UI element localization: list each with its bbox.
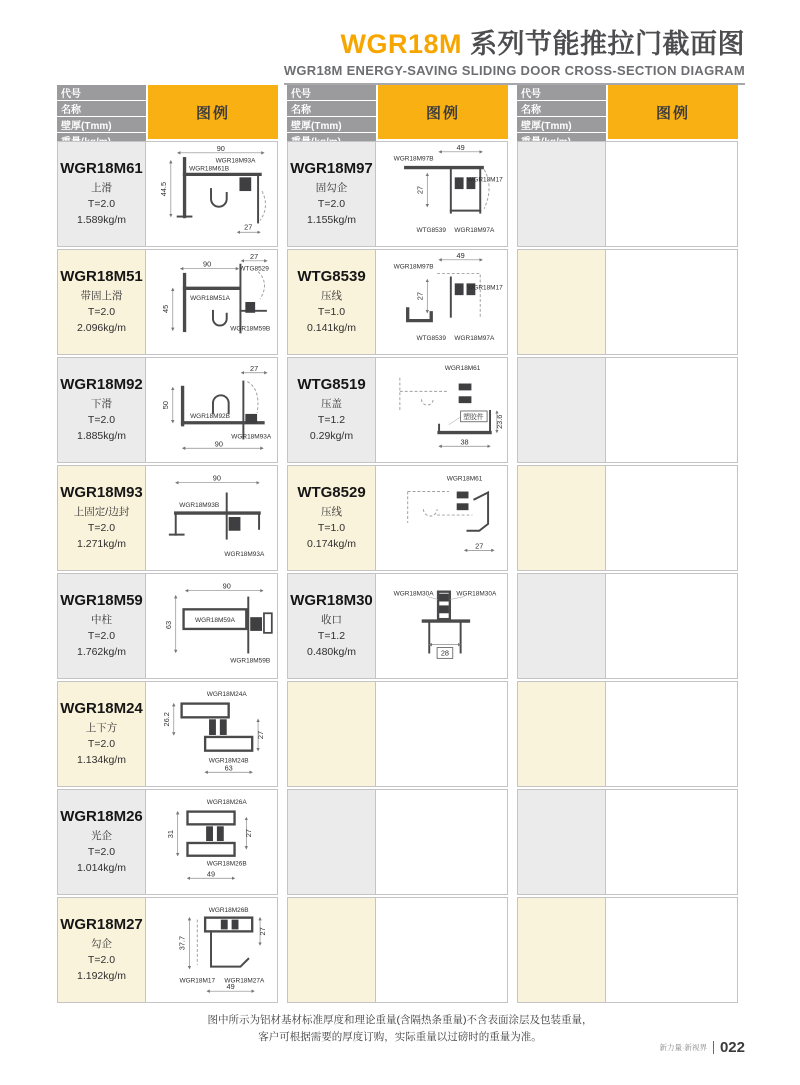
dim-label: 49	[456, 144, 465, 152]
part-label: WGR18M61B	[188, 165, 229, 173]
profile-diagram-cell	[376, 573, 508, 679]
dim-label: 37.7	[177, 935, 187, 951]
footer-note-line2: 客户可根据需要的厚度订购，实际重量以过磅时的重量为准。	[258, 1030, 542, 1043]
profile-weight: 0.480kg/m	[306, 646, 357, 659]
dim-label: 50	[160, 401, 170, 410]
profile-thickness: T=1.0	[317, 305, 346, 318]
part-label: WGR18M61	[446, 475, 482, 483]
dim-label: 49	[206, 869, 215, 879]
table-row	[517, 357, 738, 463]
dim-label: 27	[474, 541, 483, 551]
cross-section-diagram-wtg8519	[378, 360, 506, 460]
profile-thickness: T=2.0	[87, 953, 116, 966]
header-name: 名称	[287, 101, 376, 116]
dim-label: 38	[459, 437, 469, 447]
profile-weight: 0.29kg/m	[309, 430, 354, 443]
dim-label: 23.6	[494, 414, 504, 429]
profile-name: 光企	[91, 829, 112, 842]
profile-weight: 0.174kg/m	[306, 538, 357, 551]
dim-label: 27	[243, 829, 253, 838]
part-label: WGR18M59B	[229, 325, 270, 333]
empty-label-cell	[287, 681, 376, 787]
cross-section-diagram-wgr18m97	[378, 144, 506, 244]
header-label-stack	[517, 85, 606, 139]
profile-thickness: T=2.0	[87, 845, 116, 858]
footer-note-line1: 图中所示为铝材基材标准厚度和理论重量(含隔热条重量)不含表面涂层及包装重量，	[207, 1014, 593, 1026]
cross-section-diagram-wgr18m61	[148, 144, 276, 244]
dim-label: 27	[249, 252, 258, 261]
profile-weight: 2.096kg/m	[76, 322, 127, 335]
part-label: WGR18M17	[466, 176, 503, 184]
profile-weight: 0.141kg/m	[306, 322, 357, 335]
profile-name: 压线	[321, 289, 342, 302]
page-title-accent: WGR18M	[340, 29, 462, 59]
profile-diagram-cell	[146, 573, 278, 679]
header-thickness: 壁厚(Tmm)	[517, 117, 606, 132]
table-row	[287, 573, 508, 679]
profile-weight: 1.271kg/m	[76, 538, 127, 551]
profile-diagram-cell	[146, 249, 278, 355]
profile-label-cell	[287, 357, 376, 463]
table-row	[287, 357, 508, 463]
profile-thickness: T=2.0	[87, 413, 116, 426]
profile-diagram-cell	[146, 357, 278, 463]
profile-weight: 1.155kg/m	[306, 214, 357, 227]
profile-name: 固勾企	[315, 181, 348, 194]
profile-name: 带固上滑	[80, 289, 123, 302]
profile-label-cell	[57, 681, 146, 787]
dim-label: 49	[456, 252, 465, 260]
cross-section-diagram-wtg8529	[378, 468, 506, 568]
profile-label-cell	[287, 465, 376, 571]
part-label: WGR18M97B	[393, 263, 434, 271]
footer-divider	[713, 1041, 714, 1054]
table-row	[287, 681, 508, 787]
profile-code: WGR18M93	[60, 483, 143, 501]
profile-diagram-cell	[376, 249, 508, 355]
table-row	[287, 141, 508, 247]
table-row	[287, 897, 508, 1003]
profile-weight: 1.762kg/m	[76, 646, 127, 659]
column-group-3	[517, 85, 738, 1005]
profile-diagram-cell	[376, 357, 508, 463]
table-row	[57, 897, 278, 1003]
profile-label-cell	[57, 141, 146, 247]
profile-label-cell	[57, 573, 146, 679]
profile-code: WTG8529	[297, 483, 366, 501]
empty-label-cell	[517, 897, 606, 1003]
part-label: WGR18M97A	[453, 227, 494, 235]
part-label: WGR18M97A	[453, 335, 494, 343]
profile-thickness: T=2.0	[87, 629, 116, 642]
header-thickness: 壁厚(Tmm)	[287, 117, 376, 132]
profile-thickness: T=2.0	[87, 197, 116, 210]
part-label: WGR18M93B	[178, 502, 219, 510]
empty-diagram-cell	[606, 141, 738, 247]
empty-label-cell	[517, 249, 606, 355]
profile-diagram-cell	[146, 465, 278, 571]
table-row	[517, 141, 738, 247]
part-label: 塑胶件	[462, 413, 484, 421]
table-row	[57, 681, 278, 787]
table-header-group-3	[517, 85, 738, 139]
table-row	[517, 573, 738, 679]
dim-label: 27	[255, 730, 265, 740]
empty-diagram-cell	[606, 357, 738, 463]
table-header-group-1	[57, 85, 278, 139]
page-footer-brand	[659, 1039, 745, 1056]
header-code: 代号	[57, 85, 146, 100]
part-label: WGR18M24B	[208, 757, 249, 765]
profile-code: WGR18M26	[60, 807, 143, 825]
cross-section-diagram-wtg8539	[378, 252, 506, 352]
profile-code: WGR18M51	[60, 267, 143, 285]
column-group-2	[287, 85, 508, 1005]
profile-code: WTG8519	[297, 375, 366, 393]
part-label: WGR18M92B	[189, 412, 230, 420]
empty-diagram-cell	[606, 249, 738, 355]
header-code: 代号	[517, 85, 606, 100]
profile-label-cell	[287, 141, 376, 247]
part-label: WGR18M17	[178, 977, 215, 985]
cross-section-diagram-wgr18m24	[148, 684, 276, 784]
dim-label: 63	[224, 763, 233, 773]
part-label: WGR18M30A	[455, 590, 496, 598]
part-label: WTG8529	[238, 265, 269, 273]
profile-thickness: T=1.2	[317, 629, 346, 642]
profile-name: 压线	[321, 505, 342, 518]
profile-diagram-cell	[376, 141, 508, 247]
empty-diagram-cell	[376, 897, 508, 1003]
table-row	[517, 249, 738, 355]
profile-label-cell	[57, 897, 146, 1003]
profile-name: 收口	[321, 613, 342, 626]
table-row	[517, 465, 738, 571]
cross-section-diagram-wgr18m59	[148, 576, 276, 676]
part-label: WGR18M59A	[194, 617, 235, 625]
table-row	[57, 573, 278, 679]
dim-label: 27	[414, 292, 424, 301]
part-label: WGR18M61	[444, 364, 480, 372]
profile-label-cell	[287, 249, 376, 355]
profile-name: 勾企	[91, 937, 112, 950]
part-label: WGR18M51A	[189, 295, 230, 303]
dim-label: 27	[414, 185, 424, 195]
table-row	[57, 357, 278, 463]
profile-code: WGR18M24	[60, 699, 143, 717]
profile-thickness: T=1.2	[317, 413, 346, 426]
header-code: 代号	[287, 85, 376, 100]
dim-label: 27	[249, 363, 258, 373]
cross-section-diagram-wgr18m30	[378, 576, 506, 676]
cross-section-diagram-wgr18m27	[148, 900, 276, 1000]
dim-label: 90	[222, 581, 231, 591]
table-row	[517, 897, 738, 1003]
empty-diagram-cell	[606, 789, 738, 895]
cross-section-diagram-wgr18m26	[148, 792, 276, 892]
profile-thickness: T=2.0	[87, 521, 116, 534]
empty-label-cell	[517, 681, 606, 787]
profile-code: WGR18M97	[290, 159, 373, 177]
part-label: WGR18M93A	[223, 551, 264, 559]
empty-label-cell	[517, 789, 606, 895]
profile-diagram-cell	[146, 897, 278, 1003]
table-row	[57, 249, 278, 355]
dim-label: 63	[163, 620, 173, 630]
profile-weight: 1.134kg/m	[76, 754, 127, 767]
profile-label-cell	[57, 357, 146, 463]
profile-code: WGR18M59	[60, 591, 143, 609]
dim-label: 90	[202, 259, 211, 269]
table-row	[287, 789, 508, 895]
dim-label: 90	[216, 144, 225, 153]
profile-table	[57, 85, 738, 1005]
empty-label-cell	[517, 465, 606, 571]
empty-label-cell	[517, 573, 606, 679]
empty-diagram-cell	[606, 573, 738, 679]
part-label: WGR18M24A	[206, 690, 247, 698]
profile-code: WGR18M27	[60, 915, 143, 933]
profile-thickness: T=2.0	[317, 197, 346, 210]
header-name: 名称	[517, 101, 606, 116]
part-label: WGR18M97B	[393, 155, 434, 163]
table-row	[57, 141, 278, 247]
header-legend: 图例	[378, 85, 508, 139]
table-header-group-2	[287, 85, 508, 139]
table-row	[517, 681, 738, 787]
page-number: 022	[719, 1039, 745, 1056]
profile-code: WTG8539	[297, 267, 366, 285]
header-name: 名称	[57, 101, 146, 116]
page-title	[284, 22, 745, 61]
profile-name: 压盖	[321, 397, 342, 410]
dim-label: 31	[165, 830, 175, 839]
profile-label-cell	[57, 789, 146, 895]
profile-code: WGR18M61	[60, 159, 143, 177]
part-label: WGR18M59B	[229, 657, 270, 665]
profile-weight: 1.885kg/m	[76, 430, 127, 443]
brand-slogan: 新力量·新视界	[659, 1043, 707, 1052]
profile-diagram-cell	[146, 141, 278, 247]
profile-label-cell	[57, 249, 146, 355]
empty-label-cell	[287, 789, 376, 895]
table-row	[517, 789, 738, 895]
profile-diagram-cell	[376, 465, 508, 571]
column-group-1	[57, 85, 278, 1005]
profile-code: WGR18M30	[290, 591, 373, 609]
part-label: WGR18M26B	[208, 906, 249, 914]
profile-diagram-cell	[146, 681, 278, 787]
profile-name: 上固定/边封	[73, 505, 130, 518]
profile-thickness: T=2.0	[87, 737, 116, 750]
empty-diagram-cell	[376, 789, 508, 895]
part-label: WGR18M93A	[230, 433, 271, 441]
header-legend: 图例	[608, 85, 738, 139]
cross-section-diagram-wgr18m92	[148, 360, 276, 460]
empty-label-cell	[287, 897, 376, 1003]
profile-label-cell	[57, 465, 146, 571]
table-row	[287, 249, 508, 355]
profile-name: 上滑	[91, 181, 112, 194]
profile-thickness: T=2.0	[87, 305, 116, 318]
empty-diagram-cell	[606, 897, 738, 1003]
part-label: WGR18M30A	[393, 590, 434, 598]
part-label: WGR18M93A	[215, 157, 255, 165]
empty-label-cell	[517, 357, 606, 463]
profile-weight: 1.192kg/m	[76, 970, 127, 983]
dim-label: 44.5	[158, 181, 168, 197]
profile-name: 上下方	[85, 721, 118, 734]
dim-label: 45	[160, 304, 170, 313]
cross-section-diagram-wgr18m51	[148, 252, 276, 352]
profile-diagram-cell	[146, 789, 278, 895]
empty-diagram-cell	[376, 681, 508, 787]
profile-code: WGR18M92	[60, 375, 143, 393]
profile-name: 中柱	[91, 613, 112, 626]
table-row	[287, 465, 508, 571]
cross-section-diagram-wgr18m93	[148, 468, 276, 568]
dim-label: 26.2	[161, 712, 171, 727]
part-label: WGR18M26B	[206, 860, 247, 868]
part-label: WTG8539	[415, 227, 446, 235]
part-label: WGR18M26A	[206, 798, 247, 806]
page-header	[284, 22, 745, 85]
dim-label: 90	[212, 473, 221, 483]
table-row	[57, 465, 278, 571]
header-label-stack	[287, 85, 376, 139]
dim-label: 27	[243, 222, 252, 232]
profile-thickness: T=1.0	[317, 521, 346, 534]
empty-label-cell	[517, 141, 606, 247]
profile-name: 下滑	[91, 397, 112, 410]
page-subtitle: WGR18M ENERGY-SAVING SLIDING DOOR CROSS-SECTION DIAGRAM	[284, 63, 745, 85]
profile-weight: 1.589kg/m	[76, 214, 127, 227]
part-label: WGR18M27A	[223, 977, 264, 985]
dim-label: 49	[226, 982, 235, 992]
empty-diagram-cell	[606, 465, 738, 571]
profile-label-cell	[287, 573, 376, 679]
profile-weight: 1.014kg/m	[76, 862, 127, 875]
table-row	[57, 789, 278, 895]
header-legend: 图例	[148, 85, 278, 139]
header-label-stack	[57, 85, 146, 139]
part-label: WGR18M17	[466, 284, 503, 292]
part-label: WTG8539	[415, 335, 446, 343]
empty-diagram-cell	[606, 681, 738, 787]
dim-label: 28	[440, 648, 449, 658]
dim-label: 27	[257, 927, 267, 936]
header-thickness: 壁厚(Tmm)	[57, 117, 146, 132]
page-title-text: 系列节能推拉门截面图	[470, 29, 745, 59]
dim-label: 90	[214, 439, 223, 449]
